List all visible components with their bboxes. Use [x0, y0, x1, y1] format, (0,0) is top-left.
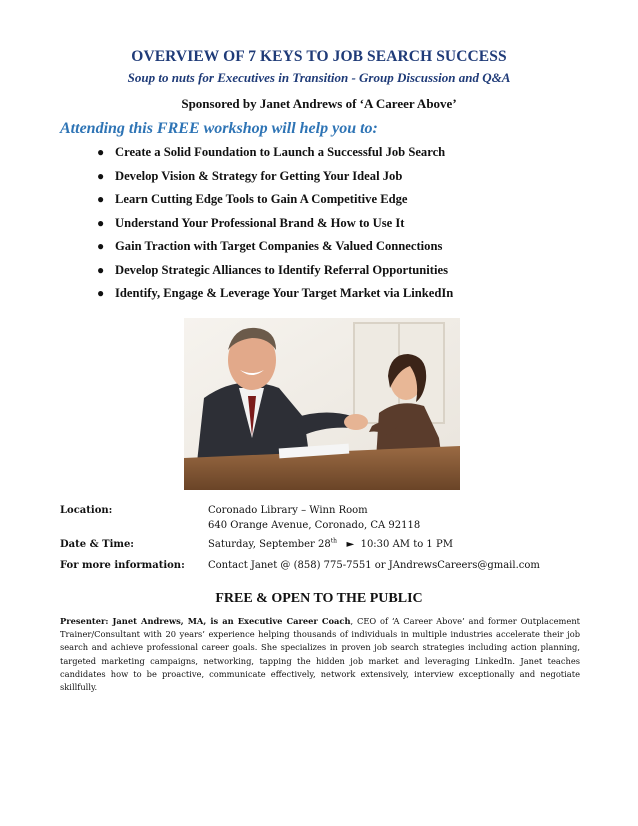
info-label: For more information: [60, 560, 185, 571]
page-subtitle: Soup to nuts for Executives in Transition - Group Discussion and Q&A [127, 70, 511, 85]
list-item: ● Develop Vision & Strategy for Getting Your Ideal Job [95, 165, 453, 189]
presenter-lead: Presenter: Janet Andrews, MA, is an Executive Career Coach [60, 616, 351, 626]
bullet-icon: ● [97, 239, 105, 253]
bullet-icon: ● [97, 215, 105, 230]
list-item: ● Identify, Engage & Leverage Your Target Market via LinkedIn [95, 282, 453, 306]
location-line1: Coronado Library – Winn Room [208, 505, 368, 516]
bullet-icon: ● [97, 192, 105, 206]
list-item: ● Understand Your Professional Brand & How to Use It [95, 212, 453, 236]
date-label: Date & Time: [60, 539, 134, 550]
presenter-bio [60, 615, 580, 694]
location-label: Location: [60, 505, 113, 516]
bullet-icon: ● [97, 145, 105, 159]
keys-list [95, 141, 453, 306]
list-item: ● Create a Solid Foundation to Launch a Successful Job Search [95, 141, 453, 165]
date-value: Saturday, September 28th ► 10:30 AM to 1 PM [208, 537, 453, 550]
presenter-body: , CEO of ‘A Career Above’ and former Outplacement Trainer/Consultant with 20 years’ experience helping thousands of individuals in multiple industries accelerate their job search and achieve professional career goals. She specializes in proven job search strategies including action planning, targeted marketing campaigns, networking, tapping the hidden job market and leveraging LinkedIn. Janet teaches candidates how to be proactive, communicate effectively, network extensively, interview exceptionally and negotiate skillfully. [60, 616, 580, 693]
attending-heading: Attending this FREE workshop will help you to: [60, 120, 378, 137]
handshake-photo [184, 318, 460, 490]
arrow-right-icon: ► [346, 539, 355, 550]
location-line2: 640 Orange Avenue, Coronado, CA 92118 [208, 520, 421, 531]
list-item: ● Develop Strategic Alliances to Identify Referral Opportunities [95, 259, 453, 283]
page-title: OVERVIEW OF 7 KEYS TO JOB SEARCH SUCCESS [131, 48, 507, 65]
free-banner: FREE & OPEN TO THE PUBLIC [215, 591, 423, 606]
info-value: Contact Janet @ (858) 775-7551 or JAndrewsCareers@gmail.com [208, 560, 540, 571]
bullet-icon: ● [97, 286, 105, 300]
bullet-icon: ● [97, 262, 105, 277]
list-item: ● Gain Traction with Target Companies & Valued Connections [95, 235, 453, 259]
bullet-icon: ● [97, 168, 105, 183]
sponsor-line: Sponsored by Janet Andrews of ‘A Career Above’ [181, 96, 457, 111]
list-item: ● Learn Cutting Edge Tools to Gain A Competitive Edge [95, 188, 453, 212]
